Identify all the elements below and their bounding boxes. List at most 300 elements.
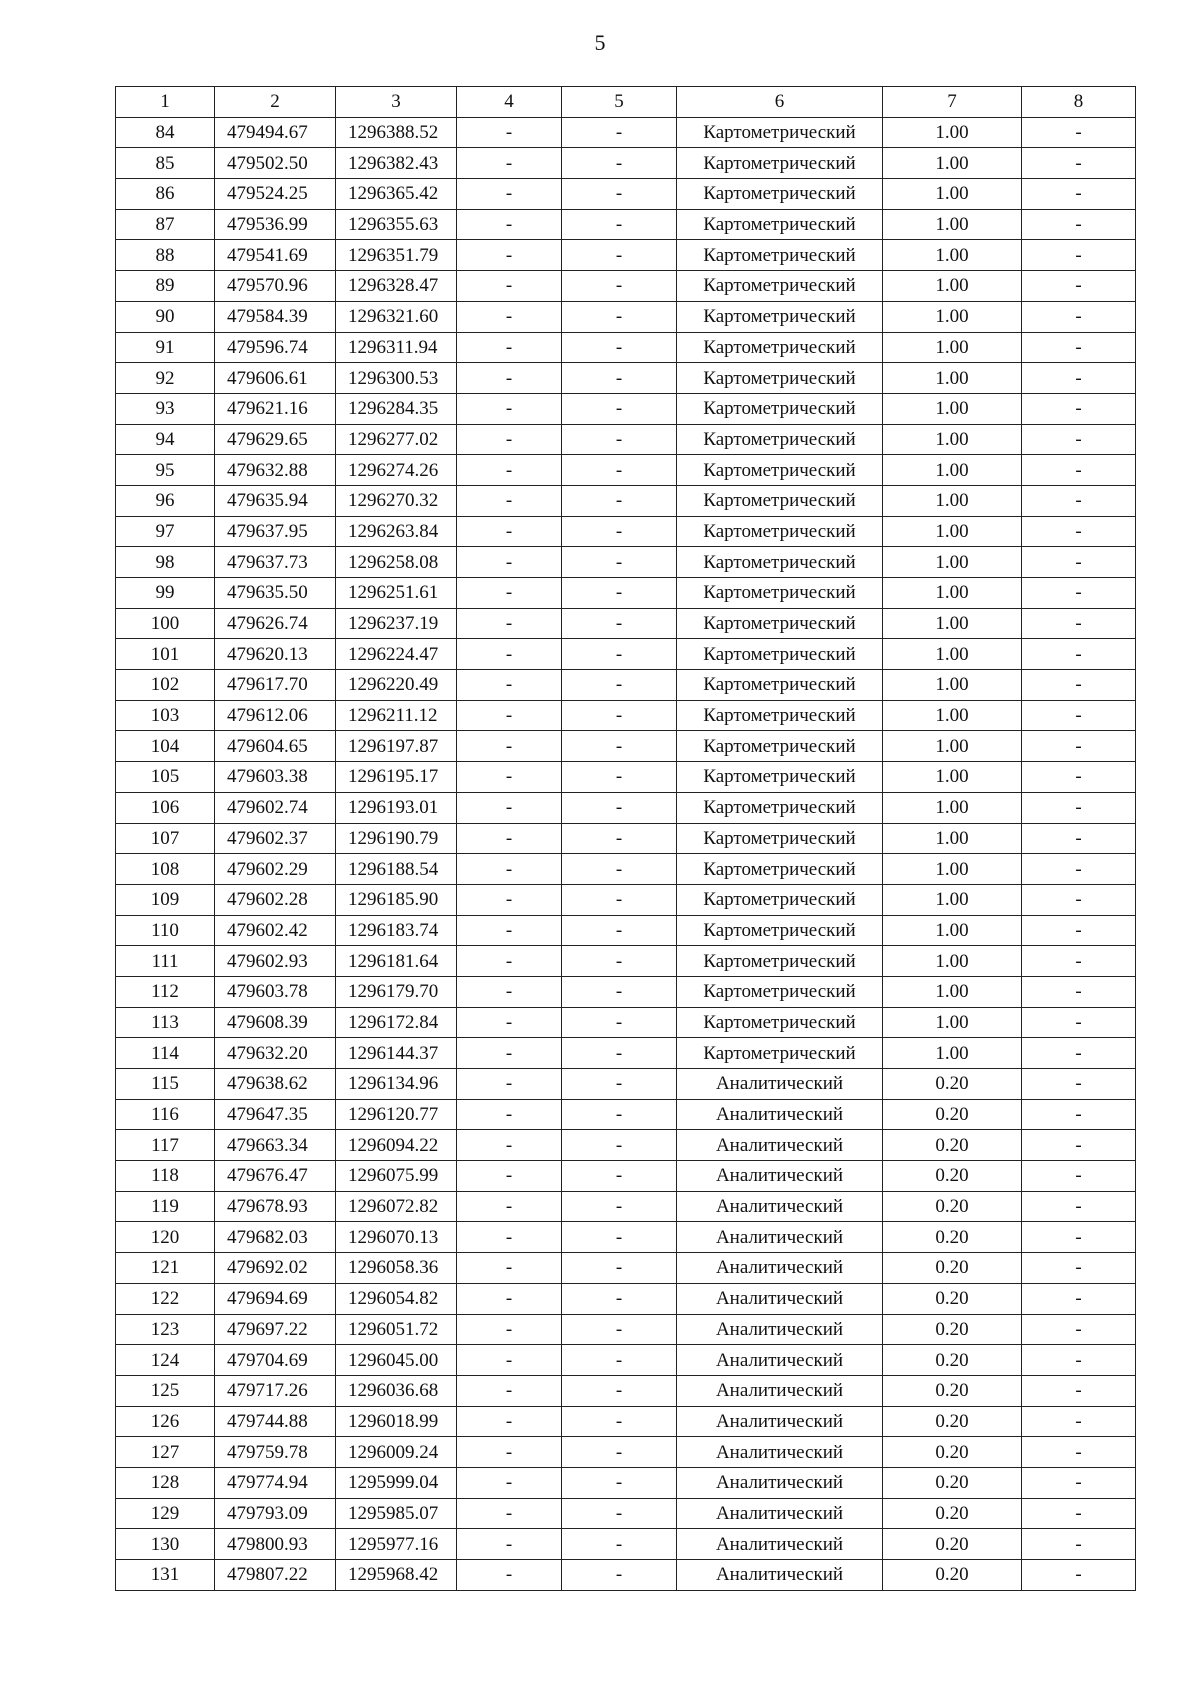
table-row	[116, 884, 1136, 915]
cell-col-4: -	[457, 608, 562, 639]
cell-col-8: -	[1022, 976, 1136, 1007]
table-row	[116, 608, 1136, 639]
cell-y-coordinate: 1295977.16	[336, 1529, 457, 1560]
cell-y-coordinate: 1296051.72	[336, 1314, 457, 1345]
cell-x-coordinate: 479602.93	[215, 946, 336, 977]
table-row	[116, 148, 1136, 179]
cell-col-4: -	[457, 670, 562, 701]
cell-col-5: -	[562, 854, 677, 885]
cell-accuracy: 0.20	[883, 1529, 1022, 1560]
cell-col-8: -	[1022, 1038, 1136, 1069]
table-row	[116, 179, 1136, 210]
cell-method: Картометрический	[677, 516, 883, 547]
cell-point-number: 120	[116, 1222, 215, 1253]
cell-col-4: -	[457, 700, 562, 731]
table-row	[116, 363, 1136, 394]
cell-method: Картометрический	[677, 578, 883, 609]
cell-y-coordinate: 1296181.64	[336, 946, 457, 977]
cell-y-coordinate: 1296188.54	[336, 854, 457, 885]
cell-y-coordinate: 1296179.70	[336, 976, 457, 1007]
table-row	[116, 1560, 1136, 1591]
cell-method: Картометрический	[677, 240, 883, 271]
cell-method: Аналитический	[677, 1191, 883, 1222]
cell-col-8: -	[1022, 485, 1136, 516]
cell-col-8: -	[1022, 393, 1136, 424]
table-row	[116, 1498, 1136, 1529]
table-row	[116, 1007, 1136, 1038]
cell-x-coordinate: 479596.74	[215, 332, 336, 363]
cell-x-coordinate: 479637.73	[215, 547, 336, 578]
cell-accuracy: 1.00	[883, 363, 1022, 394]
cell-y-coordinate: 1295985.07	[336, 1498, 457, 1529]
table-row	[116, 578, 1136, 609]
cell-col-8: -	[1022, 332, 1136, 363]
cell-y-coordinate: 1296274.26	[336, 455, 457, 486]
cell-col-4: -	[457, 884, 562, 915]
cell-accuracy: 1.00	[883, 976, 1022, 1007]
cell-col-5: -	[562, 1437, 677, 1468]
cell-col-8: -	[1022, 1529, 1136, 1560]
cell-x-coordinate: 479602.42	[215, 915, 336, 946]
cell-point-number: 118	[116, 1161, 215, 1192]
cell-accuracy: 1.00	[883, 179, 1022, 210]
cell-col-4: -	[457, 455, 562, 486]
cell-col-5: -	[562, 915, 677, 946]
cell-col-8: -	[1022, 792, 1136, 823]
cell-col-4: -	[457, 117, 562, 148]
cell-x-coordinate: 479602.29	[215, 854, 336, 885]
cell-method: Картометрический	[677, 363, 883, 394]
cell-col-4: -	[457, 1130, 562, 1161]
cell-method: Аналитический	[677, 1161, 883, 1192]
table-row	[116, 1130, 1136, 1161]
cell-point-number: 106	[116, 792, 215, 823]
column-header-7: 7	[883, 87, 1022, 118]
cell-method: Картометрический	[677, 209, 883, 240]
table-row	[116, 792, 1136, 823]
cell-col-5: -	[562, 1191, 677, 1222]
cell-y-coordinate: 1296094.22	[336, 1130, 457, 1161]
cell-point-number: 95	[116, 455, 215, 486]
cell-point-number: 84	[116, 117, 215, 148]
cell-accuracy: 1.00	[883, 485, 1022, 516]
cell-col-8: -	[1022, 1191, 1136, 1222]
cell-y-coordinate: 1296195.17	[336, 762, 457, 793]
cell-col-4: -	[457, 1222, 562, 1253]
cell-col-8: -	[1022, 1007, 1136, 1038]
cell-x-coordinate: 479626.74	[215, 608, 336, 639]
table-row	[116, 547, 1136, 578]
cell-point-number: 131	[116, 1560, 215, 1591]
cell-accuracy: 0.20	[883, 1191, 1022, 1222]
cell-method: Аналитический	[677, 1130, 883, 1161]
cell-col-5: -	[562, 639, 677, 670]
page-number: 5	[594, 30, 606, 55]
cell-point-number: 99	[116, 578, 215, 609]
cell-method: Картометрический	[677, 117, 883, 148]
cell-y-coordinate: 1296277.02	[336, 424, 457, 455]
cell-col-4: -	[457, 1560, 562, 1591]
cell-col-4: -	[457, 393, 562, 424]
cell-col-4: -	[457, 1099, 562, 1130]
table-row	[116, 1099, 1136, 1130]
cell-x-coordinate: 479638.62	[215, 1069, 336, 1100]
cell-y-coordinate: 1296036.68	[336, 1375, 457, 1406]
cell-col-5: -	[562, 1161, 677, 1192]
cell-point-number: 91	[116, 332, 215, 363]
cell-method: Аналитический	[677, 1222, 883, 1253]
cell-x-coordinate: 479800.93	[215, 1529, 336, 1560]
cell-point-number: 111	[116, 946, 215, 977]
cell-col-4: -	[457, 240, 562, 271]
cell-x-coordinate: 479617.70	[215, 670, 336, 701]
cell-accuracy: 0.20	[883, 1130, 1022, 1161]
cell-x-coordinate: 479602.28	[215, 884, 336, 915]
cell-accuracy: 1.00	[883, 240, 1022, 271]
cell-point-number: 87	[116, 209, 215, 240]
cell-method: Картометрический	[677, 148, 883, 179]
cell-point-number: 110	[116, 915, 215, 946]
cell-point-number: 90	[116, 301, 215, 332]
cell-accuracy: 1.00	[883, 639, 1022, 670]
cell-x-coordinate: 479632.20	[215, 1038, 336, 1069]
cell-col-4: -	[457, 946, 562, 977]
cell-col-4: -	[457, 639, 562, 670]
table-row	[116, 485, 1136, 516]
cell-x-coordinate: 479807.22	[215, 1560, 336, 1591]
cell-y-coordinate: 1296144.37	[336, 1038, 457, 1069]
cell-col-5: -	[562, 240, 677, 271]
cell-accuracy: 1.00	[883, 731, 1022, 762]
cell-col-5: -	[562, 946, 677, 977]
cell-y-coordinate: 1296009.24	[336, 1437, 457, 1468]
cell-col-5: -	[562, 1467, 677, 1498]
cell-x-coordinate: 479632.88	[215, 455, 336, 486]
cell-col-5: -	[562, 608, 677, 639]
cell-accuracy: 0.20	[883, 1314, 1022, 1345]
cell-accuracy: 1.00	[883, 271, 1022, 302]
table-row	[116, 731, 1136, 762]
cell-col-5: -	[562, 1375, 677, 1406]
cell-y-coordinate: 1296328.47	[336, 271, 457, 302]
cell-y-coordinate: 1296185.90	[336, 884, 457, 915]
cell-x-coordinate: 479621.16	[215, 393, 336, 424]
cell-x-coordinate: 479704.69	[215, 1345, 336, 1376]
cell-point-number: 114	[116, 1038, 215, 1069]
cell-y-coordinate: 1296072.82	[336, 1191, 457, 1222]
cell-col-8: -	[1022, 547, 1136, 578]
cell-accuracy: 1.00	[883, 854, 1022, 885]
table-row	[116, 946, 1136, 977]
cell-col-4: -	[457, 1406, 562, 1437]
table-row	[116, 209, 1136, 240]
cell-x-coordinate: 479676.47	[215, 1161, 336, 1192]
cell-y-coordinate: 1296258.08	[336, 547, 457, 578]
table-row	[116, 762, 1136, 793]
cell-col-5: -	[562, 424, 677, 455]
cell-col-8: -	[1022, 915, 1136, 946]
cell-col-8: -	[1022, 1345, 1136, 1376]
cell-method: Картометрический	[677, 854, 883, 885]
cell-x-coordinate: 479584.39	[215, 301, 336, 332]
cell-x-coordinate: 479678.93	[215, 1191, 336, 1222]
cell-col-8: -	[1022, 670, 1136, 701]
cell-col-8: -	[1022, 1069, 1136, 1100]
table-header-row	[116, 87, 1136, 118]
cell-col-4: -	[457, 1283, 562, 1314]
cell-point-number: 109	[116, 884, 215, 915]
cell-accuracy: 0.20	[883, 1099, 1022, 1130]
cell-point-number: 113	[116, 1007, 215, 1038]
cell-y-coordinate: 1296018.99	[336, 1406, 457, 1437]
cell-accuracy: 1.00	[883, 516, 1022, 547]
cell-method: Аналитический	[677, 1099, 883, 1130]
cell-method: Аналитический	[677, 1437, 883, 1468]
table-row	[116, 1253, 1136, 1284]
cell-x-coordinate: 479774.94	[215, 1467, 336, 1498]
cell-point-number: 88	[116, 240, 215, 271]
cell-method: Аналитический	[677, 1529, 883, 1560]
cell-col-5: -	[562, 1069, 677, 1100]
column-header-2: 2	[215, 87, 336, 118]
cell-x-coordinate: 479682.03	[215, 1222, 336, 1253]
cell-x-coordinate: 479602.74	[215, 792, 336, 823]
table-row	[116, 1467, 1136, 1498]
cell-col-8: -	[1022, 608, 1136, 639]
cell-method: Картометрический	[677, 332, 883, 363]
cell-x-coordinate: 479603.78	[215, 976, 336, 1007]
cell-point-number: 116	[116, 1099, 215, 1130]
cell-accuracy: 1.00	[883, 547, 1022, 578]
cell-y-coordinate: 1296321.60	[336, 301, 457, 332]
cell-x-coordinate: 479603.38	[215, 762, 336, 793]
cell-method: Картометрический	[677, 271, 883, 302]
cell-x-coordinate: 479629.65	[215, 424, 336, 455]
table-row	[116, 301, 1136, 332]
cell-y-coordinate: 1296134.96	[336, 1069, 457, 1100]
cell-col-8: -	[1022, 1222, 1136, 1253]
cell-method: Картометрический	[677, 762, 883, 793]
cell-accuracy: 1.00	[883, 823, 1022, 854]
table-row	[116, 976, 1136, 1007]
cell-col-5: -	[562, 578, 677, 609]
cell-method: Картометрический	[677, 1038, 883, 1069]
cell-col-5: -	[562, 1222, 677, 1253]
cell-col-4: -	[457, 1038, 562, 1069]
cell-point-number: 112	[116, 976, 215, 1007]
table-body	[116, 117, 1136, 1590]
cell-point-number: 94	[116, 424, 215, 455]
cell-method: Картометрический	[677, 547, 883, 578]
cell-col-5: -	[562, 762, 677, 793]
cell-accuracy: 0.20	[883, 1069, 1022, 1100]
cell-accuracy: 1.00	[883, 1007, 1022, 1038]
cell-col-5: -	[562, 209, 677, 240]
cell-col-5: -	[562, 1253, 677, 1284]
cell-col-5: -	[562, 1130, 677, 1161]
cell-col-4: -	[457, 1069, 562, 1100]
cell-accuracy: 0.20	[883, 1161, 1022, 1192]
cell-point-number: 105	[116, 762, 215, 793]
cell-col-8: -	[1022, 301, 1136, 332]
cell-accuracy: 1.00	[883, 792, 1022, 823]
table-row	[116, 823, 1136, 854]
cell-col-8: -	[1022, 700, 1136, 731]
cell-col-8: -	[1022, 1467, 1136, 1498]
cell-accuracy: 0.20	[883, 1253, 1022, 1284]
cell-y-coordinate: 1296193.01	[336, 792, 457, 823]
cell-col-4: -	[457, 915, 562, 946]
table-row	[116, 670, 1136, 701]
table-row	[116, 516, 1136, 547]
table-row	[116, 424, 1136, 455]
cell-accuracy: 0.20	[883, 1345, 1022, 1376]
cell-col-5: -	[562, 1560, 677, 1591]
column-header-5: 5	[562, 87, 677, 118]
cell-method: Картометрический	[677, 670, 883, 701]
cell-col-5: -	[562, 1283, 677, 1314]
cell-y-coordinate: 1296058.36	[336, 1253, 457, 1284]
table-row	[116, 332, 1136, 363]
cell-col-5: -	[562, 792, 677, 823]
cell-method: Картометрический	[677, 946, 883, 977]
cell-col-4: -	[457, 1345, 562, 1376]
cell-point-number: 92	[116, 363, 215, 394]
cell-method: Аналитический	[677, 1253, 883, 1284]
column-header-6: 6	[677, 87, 883, 118]
cell-col-8: -	[1022, 455, 1136, 486]
cell-col-8: -	[1022, 1283, 1136, 1314]
cell-col-8: -	[1022, 1161, 1136, 1192]
table-row	[116, 1191, 1136, 1222]
cell-x-coordinate: 479620.13	[215, 639, 336, 670]
cell-accuracy: 1.00	[883, 148, 1022, 179]
cell-accuracy: 1.00	[883, 209, 1022, 240]
cell-col-8: -	[1022, 1406, 1136, 1437]
table-row	[116, 393, 1136, 424]
cell-method: Картометрический	[677, 1007, 883, 1038]
cell-col-4: -	[457, 148, 562, 179]
column-header-8: 8	[1022, 87, 1136, 118]
cell-col-4: -	[457, 1498, 562, 1529]
cell-col-5: -	[562, 271, 677, 302]
table-row	[116, 117, 1136, 148]
cell-accuracy: 1.00	[883, 884, 1022, 915]
cell-col-5: -	[562, 485, 677, 516]
cell-point-number: 107	[116, 823, 215, 854]
cell-col-5: -	[562, 1529, 677, 1560]
cell-point-number: 100	[116, 608, 215, 639]
cell-method: Картометрический	[677, 700, 883, 731]
cell-col-8: -	[1022, 884, 1136, 915]
cell-method: Картометрический	[677, 792, 883, 823]
cell-point-number: 119	[116, 1191, 215, 1222]
column-header-4: 4	[457, 87, 562, 118]
cell-col-4: -	[457, 301, 562, 332]
table-row	[116, 240, 1136, 271]
cell-col-4: -	[457, 792, 562, 823]
cell-y-coordinate: 1296220.49	[336, 670, 457, 701]
table-row	[116, 271, 1136, 302]
cell-point-number: 115	[116, 1069, 215, 1100]
cell-col-4: -	[457, 1191, 562, 1222]
cell-y-coordinate: 1296075.99	[336, 1161, 457, 1192]
cell-col-4: -	[457, 578, 562, 609]
cell-accuracy: 1.00	[883, 301, 1022, 332]
cell-y-coordinate: 1296237.19	[336, 608, 457, 639]
cell-col-4: -	[457, 1253, 562, 1284]
cell-method: Картометрический	[677, 301, 883, 332]
cell-method: Аналитический	[677, 1283, 883, 1314]
cell-col-5: -	[562, 1406, 677, 1437]
cell-x-coordinate: 479502.50	[215, 148, 336, 179]
table-row	[116, 1161, 1136, 1192]
cell-x-coordinate: 479637.95	[215, 516, 336, 547]
cell-y-coordinate: 1296270.32	[336, 485, 457, 516]
cell-col-5: -	[562, 363, 677, 394]
table-row	[116, 1406, 1136, 1437]
cell-accuracy: 1.00	[883, 393, 1022, 424]
cell-method: Картометрический	[677, 823, 883, 854]
cell-accuracy: 0.20	[883, 1222, 1022, 1253]
cell-col-8: -	[1022, 209, 1136, 240]
cell-col-4: -	[457, 731, 562, 762]
column-header-1: 1	[116, 87, 215, 118]
cell-x-coordinate: 479541.69	[215, 240, 336, 271]
cell-accuracy: 0.20	[883, 1467, 1022, 1498]
cell-x-coordinate: 479602.37	[215, 823, 336, 854]
cell-x-coordinate: 479697.22	[215, 1314, 336, 1345]
cell-point-number: 121	[116, 1253, 215, 1284]
table-row	[116, 1314, 1136, 1345]
cell-y-coordinate: 1296224.47	[336, 639, 457, 670]
cell-col-4: -	[457, 1375, 562, 1406]
cell-col-5: -	[562, 1007, 677, 1038]
cell-col-8: -	[1022, 1130, 1136, 1161]
cell-col-5: -	[562, 547, 677, 578]
cell-col-5: -	[562, 823, 677, 854]
cell-point-number: 93	[116, 393, 215, 424]
cell-point-number: 108	[116, 854, 215, 885]
cell-y-coordinate: 1295968.42	[336, 1560, 457, 1591]
cell-col-4: -	[457, 1437, 562, 1468]
cell-col-4: -	[457, 332, 562, 363]
cell-col-8: -	[1022, 271, 1136, 302]
cell-x-coordinate: 479570.96	[215, 271, 336, 302]
cell-x-coordinate: 479717.26	[215, 1375, 336, 1406]
cell-col-8: -	[1022, 363, 1136, 394]
cell-y-coordinate: 1296172.84	[336, 1007, 457, 1038]
table-row	[116, 1375, 1136, 1406]
table-row	[116, 1069, 1136, 1100]
cell-col-5: -	[562, 516, 677, 547]
cell-col-8: -	[1022, 1314, 1136, 1345]
cell-y-coordinate: 1296183.74	[336, 915, 457, 946]
cell-x-coordinate: 479635.94	[215, 485, 336, 516]
cell-y-coordinate: 1296365.42	[336, 179, 457, 210]
cell-col-5: -	[562, 1099, 677, 1130]
column-header-3: 3	[336, 87, 457, 118]
cell-col-8: -	[1022, 1253, 1136, 1284]
cell-col-8: -	[1022, 516, 1136, 547]
cell-col-8: -	[1022, 1099, 1136, 1130]
cell-y-coordinate: 1296300.53	[336, 363, 457, 394]
cell-method: Картометрический	[677, 424, 883, 455]
cell-point-number: 126	[116, 1406, 215, 1437]
cell-point-number: 117	[116, 1130, 215, 1161]
cell-method: Картометрический	[677, 179, 883, 210]
cell-x-coordinate: 479663.34	[215, 1130, 336, 1161]
